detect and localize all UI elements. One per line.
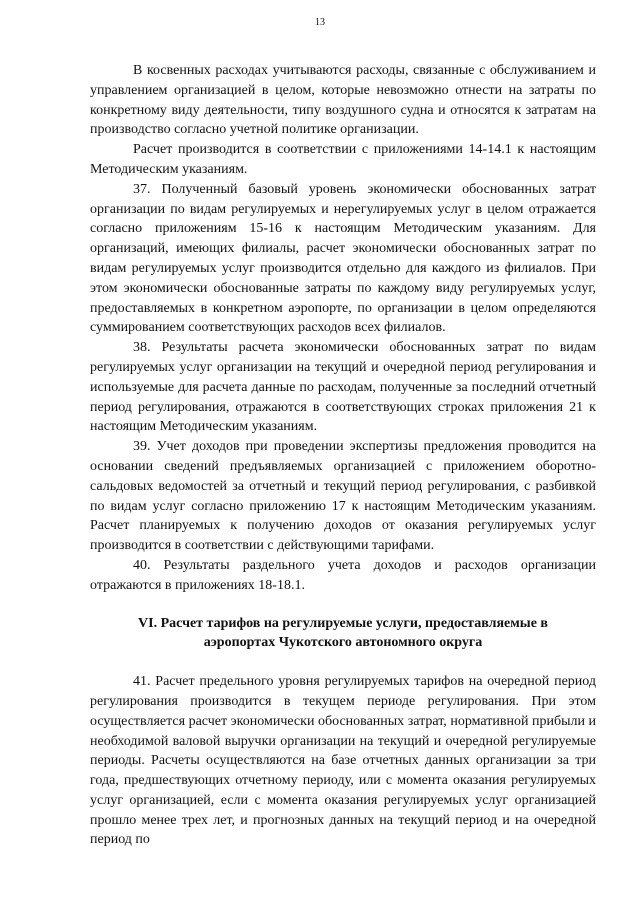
paragraph-indirect-costs: В косвенных расходах учитываются расходы, связанные с обслуживанием и управлением организацией в целом, которые невозможно отнести на затраты по конкретному виду деятельности, типу воздушного судна и относятся к затратам на производство согласно учетной политике организации. bbox=[90, 63, 596, 138]
document-body bbox=[90, 61, 596, 850]
paragraph-38: 38. Результаты расчета экономически обоснованных затрат по видам регулируемых услуг организации на текущий и очередной период регулирования и используемые для расчета данные по расходам, полученные за последний отчетный период регулирования, отражаются в соответствующих строках приложения 21 к настоящим Методическим указаниям. bbox=[90, 340, 596, 435]
paragraph-39: 39. Учет доходов при проведении экспертизы предложения проводится на основании сведений предъявляемых организацией с приложением оборотно-сальдовых ведомостей за отчетный и текущий период регулирования, с разбивкой по видам услуг согласно приложению 17 к настоящим Методическим указаниям. Расчет планируемых к получению доходов от оказания регулируемых услуг производится в соответствии с действующими тарифами. bbox=[90, 439, 596, 554]
paragraph-41: 41. Расчет предельного уровня регулируемых тарифов на очередной период регулирования производится в текущем периоде регулирования. При этом осуществляется расчет экономически обоснованных затрат, нормативной прибыли и необходимой валовой выручки организации на текущий и очередной регулируемые периоды. Расчеты осуществляются на базе отчетных данных организации за три года, предшествующих отчетному периоду, или с момента оказания регулируемых услуг организацией, если с момента оказания регулируемых услуг организацией прошло менее трех лет, и прогнозных данных на текущий период и на очередной период по bbox=[90, 674, 596, 848]
section-heading-line-2: аэропортах Чукотского автономного округа bbox=[203, 635, 483, 651]
paragraph-37: 37. Полученный базовый уровень экономически обоснованных затрат организации по видам регулируемых и нерегулируемых услуг в целом отражается согласно приложениям 15-16 к настоящим Методическим указаниям. Для организаций, имеющих филиалы, расчет экономически обоснованных затрат по видам регулируемых услуг производится отдельно для каждого из филиалов. При этом экономически обоснованные затраты по каждому виду регулируемых услуг, предоставляемых в конкретном аэропорте, по организации в целом определяются суммированием соответствующих расходов всех филиалов. bbox=[90, 181, 596, 336]
paragraph-40: 40. Результаты раздельного учета доходов и расходов организации отражаются в приложениях 18-18.1. bbox=[90, 557, 596, 593]
section-heading bbox=[90, 614, 596, 654]
section-heading-line-1: VI. Расчет тарифов на регулируемые услуги, предоставляемые в bbox=[138, 615, 548, 631]
paragraph-calculation-appendix: Расчет производится в соответствии с приложениями 14-14.1 к настоящим Методическим указаниям. bbox=[90, 142, 596, 177]
page-number: 13 bbox=[315, 17, 325, 28]
